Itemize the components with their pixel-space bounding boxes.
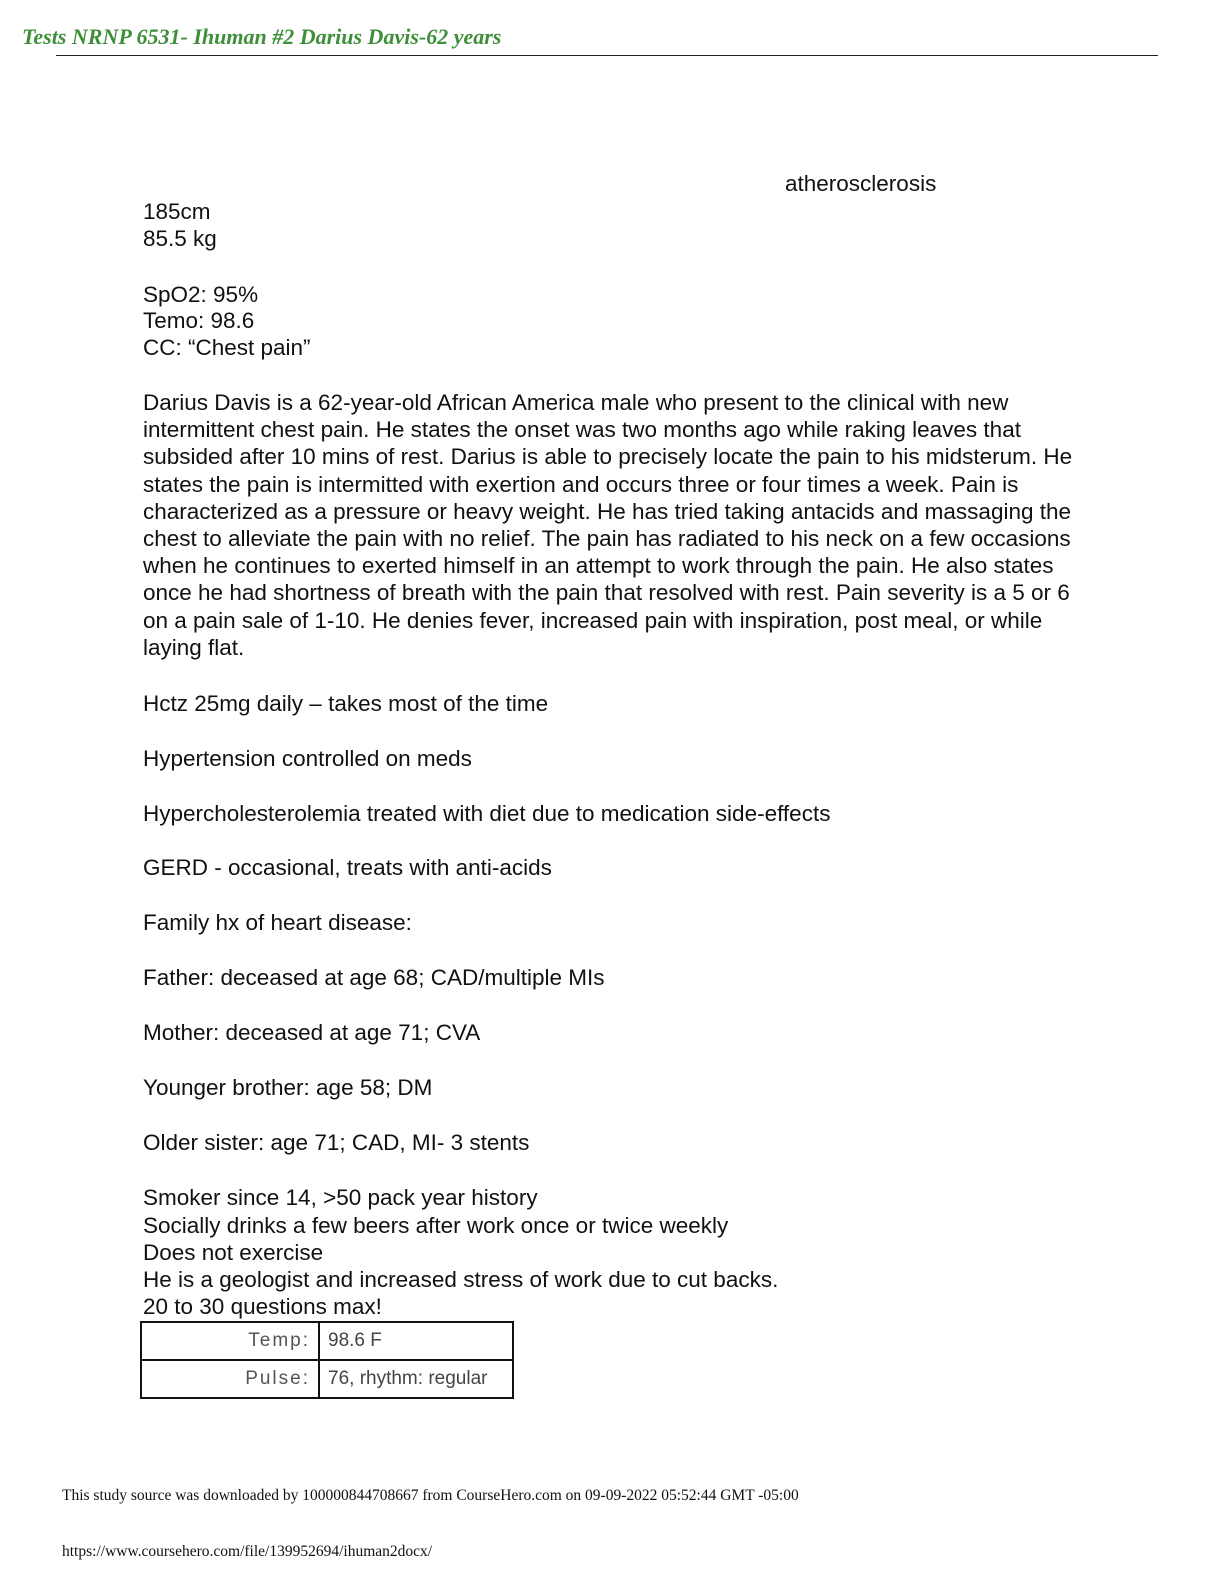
table-row — [141, 1360, 513, 1398]
history-item: Older sister: age 71; CAD, MI- 3 stents — [143, 1130, 530, 1155]
history-item: Mother: deceased at age 71; CVA — [143, 1020, 481, 1045]
history-item: Younger brother: age 58; DM — [143, 1075, 433, 1100]
height-value: 185cm — [143, 199, 211, 224]
vitals-table — [140, 1321, 514, 1399]
social-item: Does not exercise — [143, 1240, 324, 1265]
table-row — [141, 1322, 513, 1360]
spo2-value: SpO2: 95% — [143, 282, 259, 307]
document-header-title: Tests NRNP 6531- Ihuman #2 Darius Davis-62 years — [22, 24, 502, 49]
weight-value: 85.5 kg — [143, 226, 217, 251]
vital-value: 98.6 F — [319, 1322, 513, 1360]
diagnosis-word: atherosclerosis — [785, 171, 937, 196]
header-divider — [56, 55, 1158, 56]
history-item: Hypertension controlled on meds — [143, 746, 472, 771]
history-item: GERD - occasional, treats with anti-acids — [143, 855, 552, 880]
temperature-line: Temo: 98.6 — [143, 308, 255, 333]
social-item: 20 to 30 questions max! — [143, 1294, 382, 1319]
history-item: Father: deceased at age 68; CAD/multiple MIs — [143, 965, 605, 990]
social-item: Smoker since 14, >50 pack year history — [143, 1185, 538, 1210]
history-item: Hypercholesterolemia treated with diet due to medication side-effects — [143, 801, 831, 826]
footer-source-line: This study source was downloaded by 100000844708667 from CourseHero.com on 09-09-2022 05:52:44 GMT -05:00 — [62, 1487, 799, 1504]
footer-url[interactable]: https://www.coursehero.com/file/139952694/ihuman2docx/ — [62, 1543, 433, 1560]
hpi-paragraph: Darius Davis is a 62-year-old African America male who present to the clinical with new intermittent chest pain. He states the onset was two months ago while raking leaves that subsided after 10 mins of rest. Darius is able to precisely locate the pain to his midsterum. He states the pain is intermitted with exertion and occurs three or four times a week. Pain is characterized as a pressure or heavy weight. He has tried taking antacids and massaging the chest to alleviate the pain with no relief. The pain has radiated to his neck on a few occasions when he continues to exerted himself in an attempt to work through the pain. He also states once he had shortness of breath with the pain that resolved with rest. Pain severity is a 5 or 6 on a pain sale of 1-10. He denies fever, increased pain with inspiration, post meal, or while laying flat. — [143, 390, 1073, 660]
social-item: He is a geologist and increased stress of work due to cut backs. — [143, 1267, 779, 1292]
chief-complaint: CC: “Chest pain” — [143, 335, 311, 360]
social-item: Socially drinks a few beers after work once or twice weekly — [143, 1213, 729, 1238]
vital-label: Pulse: — [141, 1360, 319, 1398]
vital-value: 76, rhythm: regular — [319, 1360, 513, 1398]
medication-line: Hctz 25mg daily – takes most of the time — [143, 691, 549, 716]
vital-label: Temp: — [141, 1322, 319, 1360]
history-item: Family hx of heart disease: — [143, 910, 412, 935]
